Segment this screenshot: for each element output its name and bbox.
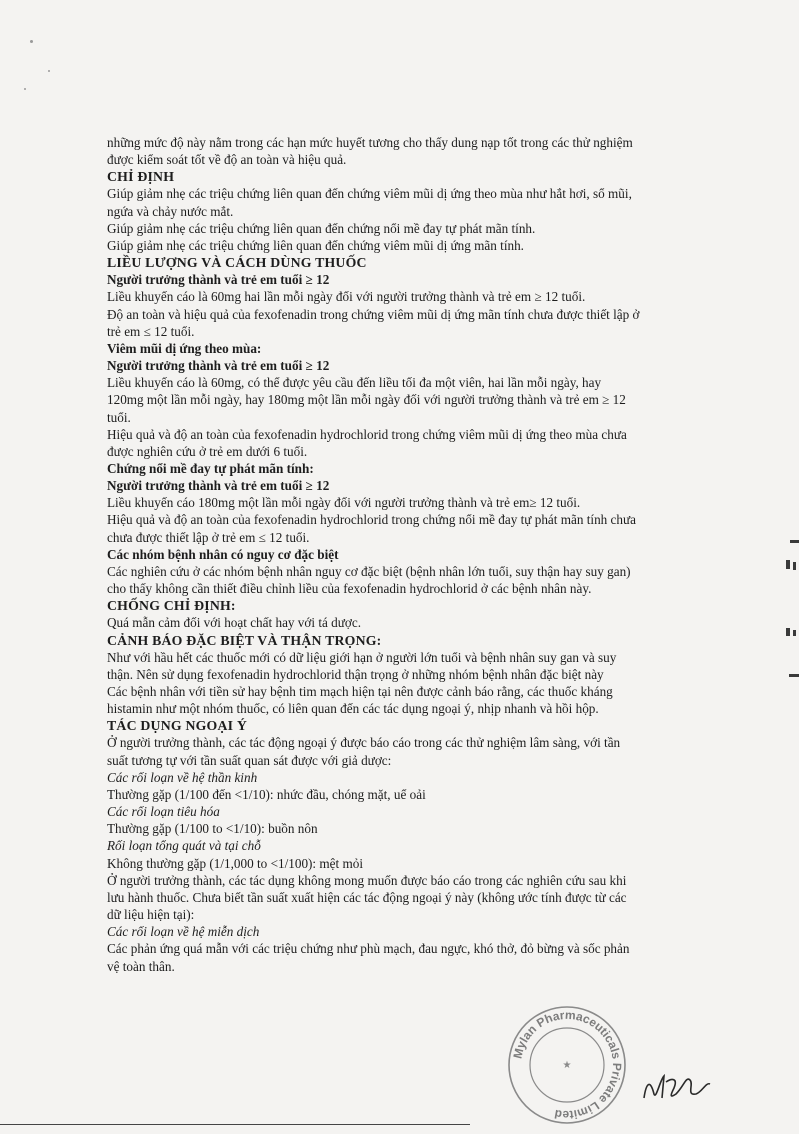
document-body	[107, 134, 719, 975]
paragraph-line: Quá mẫn cảm đối với hoạt chất hay với tá dược.	[107, 615, 362, 631]
paragraph-line: Như với hầu hết các thuốc mới có dữ liệu giới hạn ở người lớn tuổi và bệnh nhân suy gan và suy	[107, 649, 617, 665]
paragraph-line: thận. Nên sử dụng fexofenadin hydrochlorid thận trọng ở những nhóm bệnh nhân đặc biệt này	[107, 666, 604, 682]
section-heading: TÁC DỤNG NGOẠI Ý	[107, 718, 248, 734]
paragraph-line: lưu hành thuốc. Chưa biết tần suất xuất hiện các tác động ngoại ý này (không ước tính được từ các	[107, 889, 627, 905]
section-heading: CHỈ ĐỊNH	[107, 169, 175, 185]
subsection-heading: Các nhóm bệnh nhân có nguy cơ đặc biệt	[107, 546, 339, 562]
section-heading: LIỀU LƯỢNG VÀ CÁCH DÙNG THUỐC	[107, 255, 367, 271]
paragraph-line: Giúp giảm nhẹ các triệu chứng liên quan đến chứng viêm mũi dị ứng mãn tính.	[107, 237, 524, 253]
section-heading: CẢNH BÁO ĐẶC BIỆT VÀ THẬN TRỌNG:	[107, 632, 382, 648]
paragraph-line: Giúp giảm nhẹ các triệu chứng liên quan đến chứng nổi mề đay tự phát mãn tính.	[107, 220, 536, 236]
paragraph-line: Hiệu quả và độ an toàn của fexofenadin hydrochlorid trong chứng viêm mũi dị ứng theo mùa chưa	[107, 426, 627, 442]
svg-text:Mylan Pharmaceuticals Private: Mylan Pharmaceuticals Private Limited	[510, 1007, 625, 1123]
paragraph-line: suất tương tự với tần suất quan sát được với giả dược:	[107, 752, 392, 768]
subsection-heading: Viêm mũi dị ứng theo mùa:	[107, 340, 262, 356]
paragraph-line: Các nghiên cứu ở các nhóm bệnh nhân nguy cơ đặc biệt (bệnh nhân lớn tuổi, suy thận hay suy gan)	[107, 563, 631, 579]
paragraph-line: Không thường gặp (1/1,000 to <1/100): mệt mỏi	[107, 855, 363, 871]
scan-edge-mark	[786, 560, 790, 569]
scan-edge-line	[0, 1124, 470, 1125]
italic-category: Các rối loạn về hệ miễn dịch	[107, 924, 260, 940]
paragraph-line: Các phản ứng quá mẫn với các triệu chứng như phù mạch, đau ngực, khó thở, đỏ bừng và sốc phản	[107, 941, 630, 957]
paragraph-line: những mức độ này nằm trong các hạn mức huyết tương cho thấy dung nạp tốt trong các thử nghiệm	[107, 135, 633, 150]
paragraph-line: Thường gặp (1/100 đến <1/10): nhức đầu, chóng mặt, uể oải	[107, 786, 426, 802]
scan-speck	[24, 88, 26, 90]
paragraph-line: vệ toàn thân.	[107, 958, 175, 974]
company-seal	[506, 1004, 628, 1126]
paragraph-line: ngứa và chảy nước mắt.	[107, 203, 234, 219]
subsection-heading: Người trưởng thành và trẻ em tuổi ≥ 12	[107, 478, 330, 494]
paragraph-line: Độ an toàn và hiệu quả của fexofenadin trong chứng viêm mũi dị ứng mãn tính chưa được thiết lập ở	[107, 306, 640, 322]
subsection-heading: Người trưởng thành và trẻ em tuổi ≥ 12	[107, 272, 330, 288]
paragraph-line: Giúp giảm nhẹ các triệu chứng liên quan đến chứng viêm mũi dị ứng theo mùa như hắt hơi, sổ mũi,	[107, 186, 632, 202]
italic-category: Rối loạn tổng quát và tại chỗ	[107, 838, 261, 854]
paragraph-line: cho thấy không cần thiết điều chỉnh liều của fexofenadin hydrochlorid ở các bệnh nhân này.	[107, 581, 592, 597]
scan-edge-mark	[786, 628, 790, 636]
italic-category: Các rối loạn tiêu hóa	[107, 804, 220, 820]
scan-speck	[48, 70, 50, 72]
paragraph-line: dữ liệu hiện tại):	[107, 907, 195, 923]
paragraph-line: histamin như một nhóm thuốc, có liên quan đến các tác dụng ngoại ý, nhịp nhanh và hồi hộp.	[107, 701, 599, 717]
paragraph-line: Ở người trưởng thành, các tác dụng không mong muốn được báo cáo trong các nghiên cứu sau khi	[107, 872, 627, 888]
paragraph-line: được kiểm soát tốt về độ an toàn và hiệu quả.	[107, 152, 347, 168]
paragraph-line: Hiệu quả và độ an toàn của fexofenadin hydrochlorid trong chứng nổi mề đay tự phát mãn tính chưa	[107, 512, 637, 528]
scan-edge-mark	[793, 630, 796, 636]
subsection-heading: Chứng nổi mề đay tự phát mãn tính:	[107, 460, 314, 476]
paragraph-line: Ở người trưởng thành, các tác động ngoại ý được báo cáo trong các thử nghiệm lâm sàng, với tần	[107, 735, 621, 751]
paragraph-line: Các bệnh nhân với tiền sử hay bệnh tim mạch hiện tại nên được cảnh báo rằng, các thuốc kháng	[107, 684, 613, 699]
paragraph-line: Liều khuyến cáo là 60mg, có thể được yêu cầu đến liều tối đa một viên, hai lần mỗi ngày, hay	[107, 375, 602, 391]
paragraph-line: Thường gặp (1/100 to <1/10): buồn nôn	[107, 821, 318, 837]
scan-edge-mark	[790, 540, 799, 543]
svg-text:★: ★	[562, 1060, 572, 1071]
paragraph-line: Liều khuyến cáo là 60mg hai lần mỗi ngày đối với người trưởng thành và trẻ em ≥ 12 tuổi.	[107, 289, 586, 305]
section-heading: CHỐNG CHỈ ĐỊNH:	[107, 598, 236, 614]
paragraph-line: 120mg một lần mỗi ngày, hay 180mg một lần mỗi ngày đối với người trưởng thành và trẻ em ≥ 12	[107, 392, 626, 408]
paragraph-line: tuổi.	[107, 409, 131, 425]
subsection-heading: Người trưởng thành và trẻ em tuổi ≥ 12	[107, 358, 330, 374]
scan-edge-mark	[793, 562, 796, 570]
scan-edge-mark	[789, 674, 799, 677]
paragraph-line: được nghiên cứu ở trẻ em dưới 6 tuổi.	[107, 443, 308, 459]
paragraph-line: chưa được thiết lập ở trẻ em ≤ 12 tuổi.	[107, 529, 310, 545]
handwritten-signature	[640, 1068, 714, 1104]
paragraph-line: Liều khuyến cáo 180mg một lần mỗi ngày đối với người trưởng thành và trẻ em≥ 12 tuổi.	[107, 495, 581, 511]
paragraph-line: trẻ em ≤ 12 tuổi.	[107, 323, 195, 339]
scan-speck	[30, 40, 33, 43]
italic-category: Các rối loạn về hệ thần kinh	[107, 769, 258, 785]
